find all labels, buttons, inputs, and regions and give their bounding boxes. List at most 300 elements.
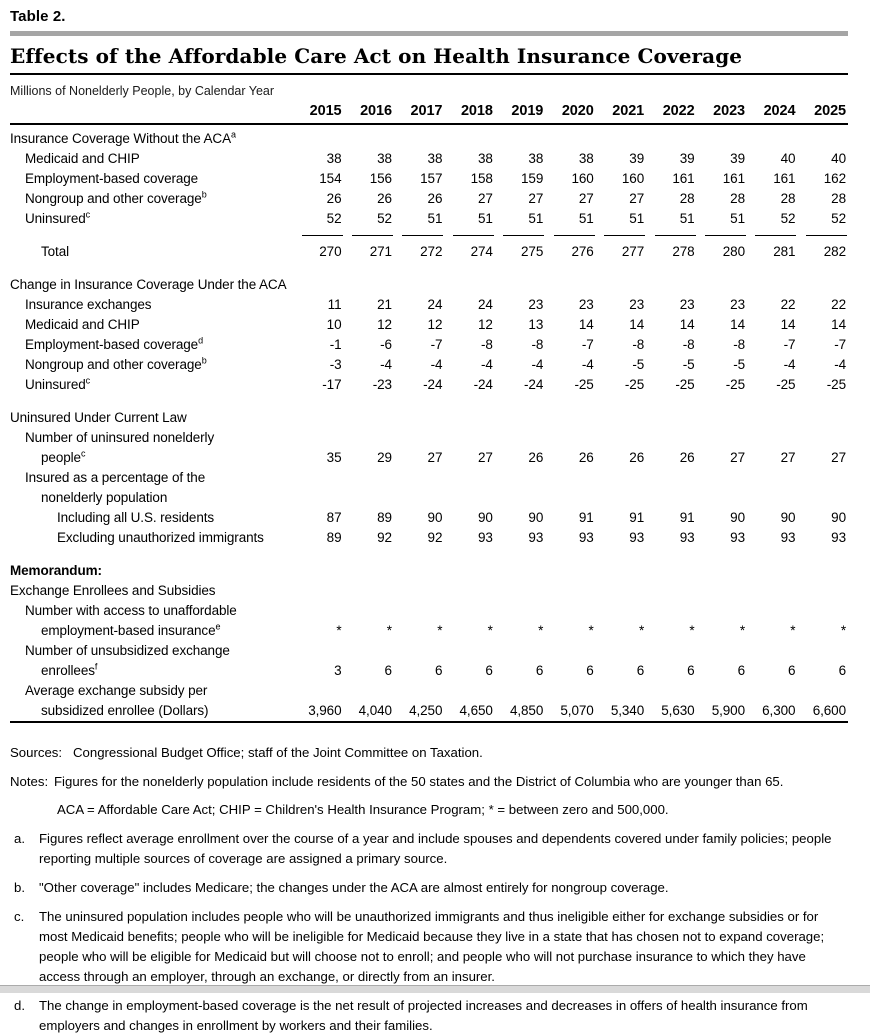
- section-heading: [10, 548, 848, 581]
- value-cell: 160: [571, 171, 594, 186]
- row-label-text: Including all U.S. residents: [57, 510, 215, 525]
- value-cell: 23: [578, 297, 594, 312]
- value-cell: 35: [326, 450, 342, 465]
- value-cell: 5,630: [661, 703, 695, 718]
- table-row: [10, 661, 848, 681]
- table-row: [10, 508, 848, 528]
- value-cell: 51: [629, 211, 645, 226]
- value-cell: 14: [679, 317, 695, 332]
- value-cell: 154: [319, 171, 342, 186]
- footnote-marker: d: [198, 335, 204, 346]
- value-cell: -25: [776, 377, 796, 392]
- row-label-text: Employment-based coverage: [25, 171, 199, 186]
- section-heading: [10, 124, 848, 149]
- table-row: [10, 355, 848, 375]
- value-cell: *: [336, 623, 342, 638]
- section-heading: [10, 395, 848, 428]
- row-label: [10, 295, 293, 315]
- value-cell: 27: [780, 450, 796, 465]
- footnote-marker: a: [230, 129, 236, 140]
- value-cell: 11: [327, 297, 342, 312]
- value-cell: -4: [481, 357, 493, 372]
- value-cell: 90: [477, 510, 493, 525]
- value-cell: 280: [722, 244, 745, 259]
- table-row: [10, 229, 848, 242]
- value-cell: 29: [377, 450, 392, 465]
- table-row: [10, 295, 848, 315]
- value-cell: -25: [725, 377, 745, 392]
- value-cell: 92: [377, 530, 392, 545]
- value-cell: 90: [528, 510, 544, 525]
- row-label: [10, 315, 293, 335]
- value-cell: 52: [377, 211, 392, 226]
- row-label: [10, 701, 293, 722]
- subtotal-rule-cell: [797, 229, 848, 242]
- row-label-text: employment-based insurance: [41, 623, 216, 638]
- value-cell: 270: [319, 244, 342, 259]
- value-cell: 89: [326, 530, 342, 545]
- value-cell: 38: [578, 151, 594, 166]
- value-cell: 5,900: [711, 703, 745, 718]
- table-subtitle: Millions of Nonelderly People, by Calendar Year: [10, 84, 275, 98]
- value-cell: -25: [574, 377, 594, 392]
- value-cell: 21: [377, 297, 392, 312]
- value-cell: 38: [528, 151, 544, 166]
- value-cell: 93: [679, 530, 695, 545]
- value-cell: 158: [470, 171, 493, 186]
- footnote-marker: e: [215, 621, 221, 632]
- value-cell: 6: [586, 663, 594, 678]
- label-column-header: [10, 101, 293, 124]
- footnote-letter: b.: [14, 880, 25, 895]
- row-label: [10, 508, 293, 528]
- section-heading-text: Insurance Coverage Without the ACA: [10, 131, 231, 146]
- value-cell: 5,070: [560, 703, 594, 718]
- row-label-text: Nongroup and other coverage: [25, 357, 202, 372]
- row-label-continued: Number with access to unaffordable: [25, 603, 237, 618]
- value-cell: 4,040: [358, 703, 392, 718]
- value-cell: -8: [531, 337, 544, 352]
- value-cell: 10: [326, 317, 342, 332]
- value-cell: 39: [730, 151, 745, 166]
- table-row: [10, 315, 848, 335]
- spacer-cell: [10, 229, 293, 242]
- value-cell: *: [790, 623, 796, 638]
- value-cell: 156: [369, 171, 392, 186]
- table-row: [10, 488, 848, 508]
- year-column-header: 2015: [293, 101, 343, 124]
- footnote-text: The change in employment-based coverage is the net result of projected increases and decreases in offers of health insurance from employers and changes in enrollment by workers and their families.: [39, 998, 808, 1033]
- value-cell: 6: [384, 663, 392, 678]
- year-column-header: 2025: [797, 101, 848, 124]
- table-body: [10, 124, 848, 722]
- subtotal-rule-cell: [444, 229, 494, 242]
- subtotal-rule: [402, 235, 443, 236]
- value-cell: 92: [427, 530, 443, 545]
- year-column-header: 2017: [394, 101, 444, 124]
- value-cell: -5: [632, 357, 645, 372]
- table-row: [10, 701, 848, 722]
- value-cell: -7: [834, 337, 846, 352]
- value-cell: -24: [473, 377, 493, 392]
- row-label-continued: Number of unsubsidized exchange: [25, 643, 230, 658]
- value-cell: -5: [682, 357, 695, 372]
- value-cell: 27: [477, 191, 493, 206]
- subtotal-rule-cell: [747, 229, 797, 242]
- value-cell: 6: [485, 663, 493, 678]
- value-cell: 271: [369, 244, 392, 259]
- value-cell: 26: [528, 450, 544, 465]
- value-cell: 52: [831, 211, 846, 226]
- value-cell: 26: [377, 191, 392, 206]
- table-row: [10, 448, 848, 468]
- value-cell: 40: [780, 151, 796, 166]
- year-column-header: 2023: [697, 101, 747, 124]
- value-cell: 40: [831, 151, 846, 166]
- value-cell: *: [739, 623, 745, 638]
- table-row: [10, 428, 848, 448]
- subtotal-rule: [604, 235, 645, 236]
- value-cell: 6: [838, 663, 846, 678]
- value-cell: 93: [477, 530, 493, 545]
- abbreviations-line: ACA = Affordable Care Act; CHIP = Children's Health Insurance Program; * = between zero and 500,000.: [57, 802, 669, 817]
- year-column-header: 2020: [545, 101, 595, 124]
- row-label-continued: Number of uninsured nonelderly: [25, 430, 215, 445]
- year-column-header: 2021: [596, 101, 646, 124]
- table-row: [10, 149, 848, 169]
- section-heading-text: Uninsured Under Current Law: [10, 410, 187, 425]
- value-cell: 89: [377, 510, 392, 525]
- subtotal-rule: [352, 235, 393, 236]
- value-cell: 6: [535, 663, 544, 678]
- row-label: [10, 335, 293, 355]
- footnote-marker: f: [94, 661, 98, 672]
- value-cell: 275: [521, 244, 544, 259]
- value-cell: 12: [377, 317, 392, 332]
- table-row: [10, 601, 848, 621]
- value-cell: 161: [773, 171, 796, 186]
- value-cell: 23: [528, 297, 544, 312]
- value-cell: 51: [730, 211, 745, 226]
- subtotal-rule: [453, 235, 494, 236]
- row-label-continued: nonelderly population: [41, 490, 168, 505]
- value-cell: 3,960: [308, 703, 342, 718]
- value-cell: 91: [578, 510, 594, 525]
- row-label: [10, 448, 293, 468]
- value-cell: 5,340: [610, 703, 645, 718]
- footnote-marker: c: [85, 209, 91, 220]
- value-cell: 28: [780, 191, 796, 206]
- row-label-text: Total: [41, 244, 70, 259]
- row-label-text: Uninsured: [25, 377, 86, 392]
- value-cell: -7: [581, 337, 594, 352]
- row-label: [10, 661, 293, 681]
- footnote-letter: d.: [14, 998, 25, 1013]
- value-cell: 6: [737, 663, 745, 678]
- value-cell: 27: [831, 450, 846, 465]
- value-cell: 38: [377, 151, 392, 166]
- value-cell: 161: [672, 171, 695, 186]
- coverage-table: [10, 101, 848, 723]
- value-cell: 51: [427, 211, 443, 226]
- sources-line: [10, 743, 848, 763]
- value-cell: -25: [826, 377, 846, 392]
- value-cell: 26: [578, 450, 594, 465]
- footnote-letter: a.: [14, 831, 25, 846]
- table-row: [10, 124, 848, 149]
- value-cell: 26: [326, 191, 342, 206]
- value-cell: -23: [372, 377, 392, 392]
- year-column-header: 2022: [646, 101, 696, 124]
- value-cell: 159: [521, 171, 544, 186]
- table-row: [10, 335, 848, 355]
- footnote-text: Figures reflect average enrollment over the course of a year and include spouses and dependents covered under family policies; people reporting multiple sources of coverage are assigned a primary source.: [39, 831, 832, 866]
- row-label-text: subsidized enrollee (Dollars): [41, 703, 209, 718]
- subtotal-rule: [554, 235, 595, 236]
- value-cell: 28: [831, 191, 846, 206]
- value-cell: 14: [730, 317, 745, 332]
- value-cell: 51: [528, 211, 544, 226]
- value-cell: 3: [334, 663, 342, 678]
- table-row: [10, 375, 848, 395]
- row-label-continued: Insured as a percentage of the: [25, 470, 206, 485]
- footnote-marker: c: [85, 375, 91, 386]
- row-label: [10, 189, 293, 209]
- footnote-a: [10, 829, 848, 869]
- table-row: [10, 641, 848, 661]
- row-label-text: Excluding unauthorized immigrants: [57, 530, 264, 545]
- value-cell: 14: [578, 317, 594, 332]
- row-label-text: Insurance exchanges: [25, 297, 152, 312]
- value-cell: 91: [679, 510, 695, 525]
- footnote-d: [10, 996, 848, 1036]
- value-cell: -17: [322, 377, 342, 392]
- value-cell: 6: [434, 663, 443, 678]
- value-cell: *: [386, 623, 392, 638]
- value-cell: 277: [621, 244, 645, 259]
- subtotal-rule: [503, 235, 544, 236]
- value-cell: 38: [326, 151, 342, 166]
- table-row: [10, 209, 848, 229]
- value-cell: 6: [636, 663, 645, 678]
- value-cell: -8: [481, 337, 493, 352]
- value-cell: 4,850: [509, 703, 544, 718]
- value-cell: 27: [528, 191, 544, 206]
- value-cell: -7: [783, 337, 796, 352]
- value-cell: 28: [730, 191, 745, 206]
- footnote-b: [10, 878, 848, 898]
- value-cell: -8: [682, 337, 695, 352]
- row-label: [10, 355, 293, 375]
- value-cell: 12: [427, 317, 443, 332]
- value-cell: 38: [477, 151, 493, 166]
- value-cell: -3: [329, 357, 342, 372]
- value-cell: 90: [427, 510, 443, 525]
- year-column-header: 2018: [444, 101, 494, 124]
- year-header-row: [10, 101, 848, 124]
- value-cell: 93: [578, 530, 594, 545]
- value-cell: -7: [430, 337, 443, 352]
- value-cell: 162: [823, 171, 846, 186]
- subtotal-rule: [302, 235, 343, 236]
- table-row: [10, 548, 848, 581]
- notes-line: [10, 772, 848, 792]
- value-cell: 6,300: [762, 703, 796, 718]
- table-row: [10, 681, 848, 701]
- value-cell: 90: [780, 510, 796, 525]
- row-label: [10, 149, 293, 169]
- value-cell: *: [437, 623, 443, 638]
- value-cell: -25: [675, 377, 695, 392]
- value-cell: 90: [730, 510, 745, 525]
- value-cell: 52: [780, 211, 796, 226]
- value-cell: 12: [477, 317, 493, 332]
- value-cell: 93: [528, 530, 544, 545]
- row-label-text: Medicaid and CHIP: [25, 317, 140, 332]
- row-label-text: Medicaid and CHIP: [25, 151, 140, 166]
- value-cell: 87: [326, 510, 342, 525]
- notes-label: Notes:: [10, 774, 49, 789]
- footnote-letter: c.: [14, 909, 25, 924]
- value-cell: 13: [528, 317, 544, 332]
- row-label-text: Employment-based coverage: [25, 337, 199, 352]
- subtotal-rule: [705, 235, 746, 236]
- value-cell: 6,600: [812, 703, 846, 718]
- table-row: [10, 189, 848, 209]
- value-cell: -25: [624, 377, 645, 392]
- sources-text: Congressional Budget Office; staff of the Joint Committee on Taxation.: [73, 745, 483, 760]
- value-cell: 22: [831, 297, 846, 312]
- value-cell: 91: [629, 510, 645, 525]
- footnote-text: The uninsured population includes people who will be unauthorized immigrants and thus ineligible either for exchange subsidies or for most Medicaid benefits; people who will be ineligible for Medicaid because they live in a state that has chosen not to expand coverage; people who will be eligible for Medicaid but will choose not to enroll; and people who will not purchase insurance to which they have access through an employer, through an exchange, or directly from an insurer.: [39, 909, 825, 984]
- row-label: [10, 375, 293, 395]
- value-cell: 26: [679, 450, 695, 465]
- footnote-marker: c: [80, 448, 86, 459]
- row-label-text: enrollees: [41, 663, 95, 678]
- value-cell: 278: [672, 244, 695, 259]
- subtotal-rule: [655, 235, 696, 236]
- year-column-header: 2019: [495, 101, 545, 124]
- value-cell: 27: [477, 450, 493, 465]
- value-cell: 26: [629, 450, 645, 465]
- value-cell: *: [538, 623, 544, 638]
- section-heading-text: Memorandum:: [10, 563, 102, 578]
- table-row: [10, 262, 848, 295]
- value-cell: 6: [687, 663, 695, 678]
- value-cell: -4: [531, 357, 544, 372]
- value-cell: 27: [578, 191, 594, 206]
- footnote-c: [10, 907, 848, 987]
- value-cell: 274: [470, 244, 493, 259]
- subtotal-rule-cell: [596, 229, 646, 242]
- subtotal-rule-cell: [394, 229, 444, 242]
- value-cell: 38: [427, 151, 443, 166]
- footnote-marker: b: [201, 355, 207, 366]
- row-label: [10, 621, 293, 641]
- footnote-text: "Other coverage" includes Medicare; the changes under the ACA are almost entirely for nongroup coverage.: [39, 880, 669, 895]
- year-column-header: 2024: [747, 101, 797, 124]
- value-cell: 51: [679, 211, 695, 226]
- section-heading-text: Change in Insurance Coverage Under the ACA: [10, 277, 287, 292]
- subtotal-rule-cell: [344, 229, 394, 242]
- value-cell: -8: [733, 337, 745, 352]
- value-cell: 39: [679, 151, 695, 166]
- value-cell: 39: [629, 151, 645, 166]
- value-cell: -4: [430, 357, 443, 372]
- row-label: [10, 169, 293, 189]
- value-cell: -5: [733, 357, 745, 372]
- value-cell: 27: [629, 191, 645, 206]
- value-cell: -24: [524, 377, 544, 392]
- value-cell: 24: [427, 297, 443, 312]
- value-cell: 276: [571, 244, 594, 259]
- table-row: [10, 242, 848, 262]
- value-cell: -4: [783, 357, 796, 372]
- row-label: [10, 242, 293, 262]
- value-cell: 14: [831, 317, 846, 332]
- value-cell: 28: [679, 191, 695, 206]
- table-row: [10, 528, 848, 548]
- page-title: Effects of the Affordable Care Act on Health Insurance Coverage: [10, 44, 743, 68]
- value-cell: 27: [427, 450, 443, 465]
- value-cell: *: [689, 623, 695, 638]
- value-cell: -4: [581, 357, 594, 372]
- value-cell: *: [840, 623, 846, 638]
- value-cell: 24: [477, 297, 493, 312]
- subtotal-rule-cell: [495, 229, 545, 242]
- row-label-text: people: [41, 450, 81, 465]
- value-cell: 26: [427, 191, 443, 206]
- value-cell: 272: [420, 244, 443, 259]
- value-cell: 14: [780, 317, 796, 332]
- row-label-text: Nongroup and other coverage: [25, 191, 202, 206]
- value-cell: 6: [788, 663, 796, 678]
- header-divider-bar: [10, 31, 848, 36]
- subtotal-rule-cell: [646, 229, 696, 242]
- value-cell: 27: [730, 450, 745, 465]
- value-cell: -8: [632, 337, 645, 352]
- year-column-header: 2016: [344, 101, 394, 124]
- value-cell: 93: [730, 530, 745, 545]
- value-cell: 51: [578, 211, 594, 226]
- table-row: [10, 468, 848, 488]
- table-row: [10, 395, 848, 428]
- value-cell: 23: [679, 297, 695, 312]
- table-number-label: Table 2.: [10, 8, 66, 25]
- subtotal-rule: [755, 235, 796, 236]
- value-cell: -6: [380, 337, 392, 352]
- value-cell: 4,250: [409, 703, 443, 718]
- row-label-continued: Average exchange subsidy per: [25, 683, 208, 698]
- table-row: [10, 581, 848, 601]
- row-label: [10, 209, 293, 229]
- subtotal-rule-cell: [545, 229, 595, 242]
- value-cell: 23: [629, 297, 645, 312]
- value-cell: 93: [629, 530, 645, 545]
- subtotal-rule-cell: [697, 229, 747, 242]
- horizontal-scrollbar[interactable]: [0, 985, 870, 993]
- value-cell: *: [638, 623, 645, 638]
- value-cell: *: [487, 623, 493, 638]
- sources-label: Sources:: [10, 745, 63, 760]
- value-cell: 282: [823, 244, 846, 259]
- table-row: [10, 169, 848, 189]
- value-cell: 51: [477, 211, 493, 226]
- value-cell: 4,650: [459, 703, 493, 718]
- value-cell: 93: [831, 530, 846, 545]
- row-label-continued: Exchange Enrollees and Subsidies: [10, 583, 216, 598]
- subtotal-rule-cell: [293, 229, 343, 242]
